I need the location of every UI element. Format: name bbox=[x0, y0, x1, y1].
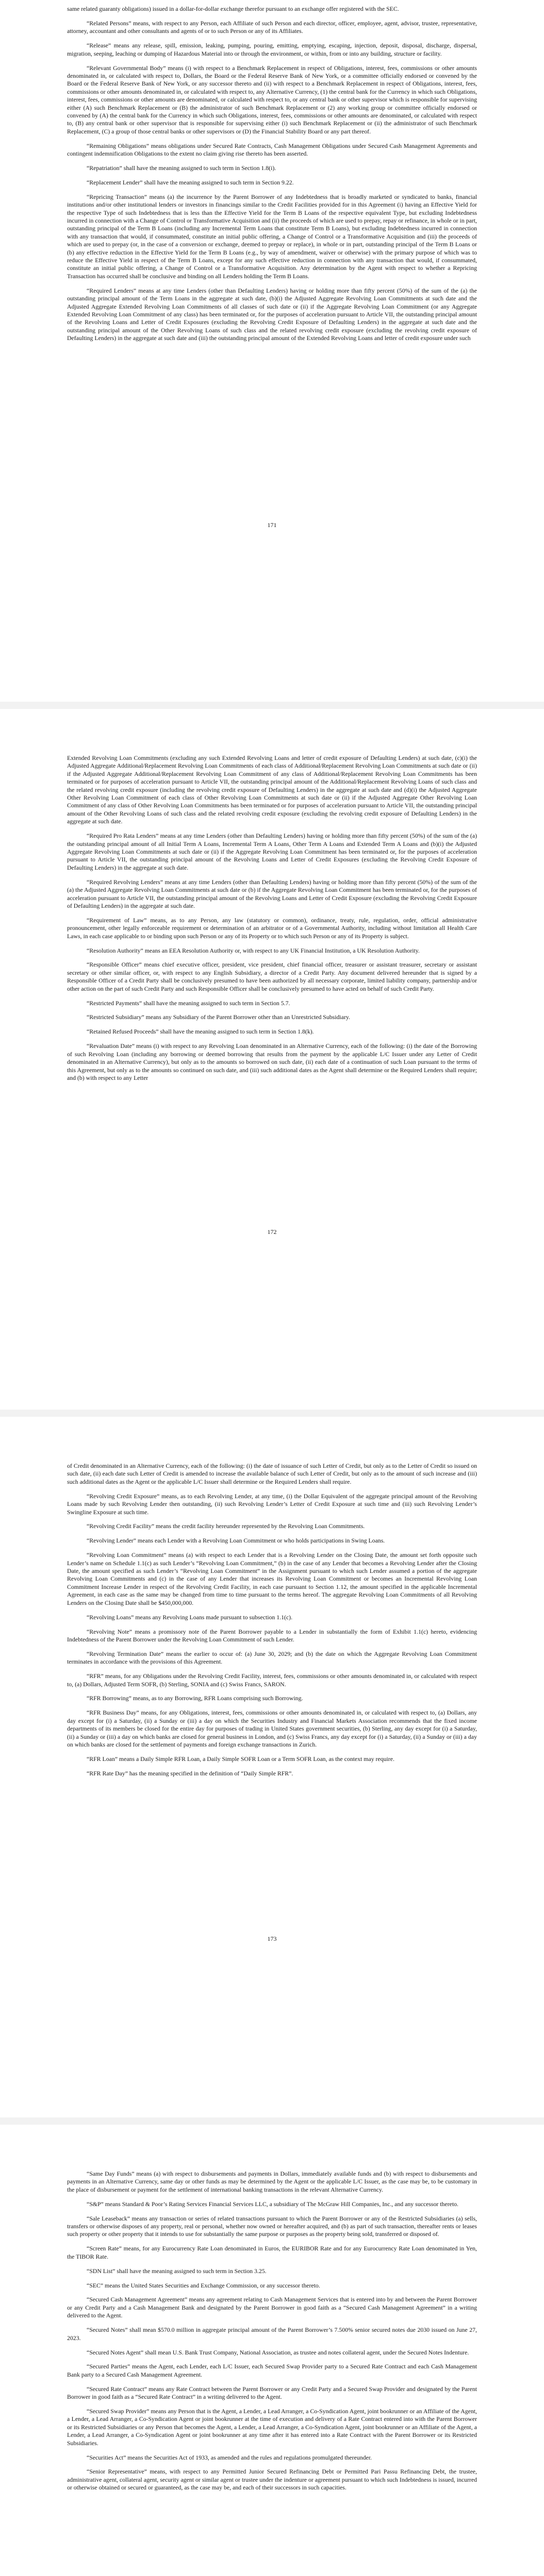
definition-paragraph: “Secured Swap Provider” means any Person that is the Agent, a Lender, a Lead Arranger, a Co-Syndication Agent, joint bookrunner or an Affiliate of the Agent, a Lender, a Lead Arranger, a Co-Syndication Agent or joint bookrunner at the time of execution and delivery of a Rate Contract entered into with the Parent Borrower or its Restricted Subsidiaries or any Person that becomes the Agent, a Lender, a Lead Arranger, a Co-Syndication Agent, joint bookrunner or an Affiliate of the Agent, a Lender, a Lead Arranger, a Co-Syndication Agent or joint bookrunner at any time after it has entered into a Rate Contract with the Parent Borrower or its Restricted Subsidiaries. bbox=[67, 2408, 477, 2447]
definition-paragraph: “Required Revolving Lenders” means at any time Lenders (other than Defaulting Lenders) having or holding more than fifty percent (50%) of the sum of the (a) the Adjusted Aggregate Revolving Loan Commitments at such date or (b) if the Aggregate Revolving Loan Commitment has been terminated or, for the purposes of acceleration pursuant to Article VII, the outstanding principal amount of the Revolving Loans and Letter of Credit Exposure (excluding the Revolving Credit Exposure of Defaulting Lenders) in the aggregate at such date. bbox=[67, 878, 477, 909]
page-body bbox=[67, 709, 477, 1082]
definition-paragraph: of Credit denominated in an Alternative Currency, each of the following: (i) the date of issuance of such Letter of Credit, but only as to the Letter of Credit so issued on such date, (ii) each date such Letter of Credit is amended to increase the available balance of such Letter of Credit, but only as to the amount of such increase and (iii) such additional dates as the Agent or the applicable L/C Issuer shall determine or the Required Lenders shall require. bbox=[67, 1462, 477, 1485]
definition-paragraph: “Secured Notes” shall mean $570.0 million in aggregate principal amount of the Parent Borrower’s 7.500% senior secured notes due 2030 issued on June 27, 2023. bbox=[67, 2326, 477, 2342]
definition-paragraph: “Replacement Lender” shall have the meaning assigned to such term in Section 9.22. bbox=[87, 178, 294, 186]
definition-paragraph: “RFR Business Day” means, for any Obligations, interest, fees, commissions or other amounts denominated in, or calculated with respect to, (a) Dollars, any day except for (i) a Saturday, (ii) a Sunday or (iii) a day on which the Securities Industry and Financial Markets Association recommends that the fixed income departments of its members be closed for the entire day for purposes of trading in United States government securities, (b) Sterling, any day except for (i) a Saturday, (ii) a Sunday or (iii) a day on which banks are closed for general business in London, and (c) Swiss Francs, any day except for (i) a Saturday, (ii) a Sunday or (iii) a day on which banks are closed for the settlement of payments and foreign exchange transactions in Zurich. bbox=[67, 1709, 477, 1748]
page-body bbox=[67, 0, 477, 343]
definition-paragraph: “Secured Parties” means the Agent, each Lender, each L/C Issuer, each Secured Swap Provider party to a Secured Rate Contract and each Cash Management Bank party to a Secured Cash Management Agreement. bbox=[67, 2363, 477, 2378]
definition-paragraph: “Required Pro Rata Lenders” means at any time Lenders (other than Defaulting Lenders) having or holding more than fifty percent (50%) of the sum of the (a) the outstanding principal amount of all Initial Term A Loans, Incremental Term A Loans, Other Term A Loans and Extended Term A Loans and (b)(i) the Adjusted Aggregate Revolving Loan Commitments at such date or (ii) if the Aggregate Revolving Loan Commitment has been terminated or, for the purposes of acceleration pursuant to Article VII, the outstanding principal amount of the Revolving Loans and Letter of Credit Exposures (excluding the Revolving Credit Exposure of Defaulting Lenders) in the aggregate at such date. bbox=[67, 832, 477, 871]
definition-paragraph: “Related Persons” means, with respect to any Person, each Affiliate of such Person and each director, officer, employee, agent, advisor, trustee, representative, attorney, accountant and other consultants and agents of or to such Person or any of its Affiliates. bbox=[67, 19, 477, 35]
definition-paragraph: same related guaranty obligations) issued in a dollar-for-dollar exchange therefor pursuant to an exchange offer registered with the SEC. bbox=[67, 5, 399, 12]
definition-paragraph: “Secured Notes Agent” shall mean U.S. Bank Trust Company, National Association, as trustee and notes collateral agent, under the Secured Notes Indenture. bbox=[87, 2348, 469, 2356]
definition-paragraph: “Revolving Note” means a promissory note of the Parent Borrower payable to a Lender in substantially the form of Exhibit 1.1(c) hereto, evidencing Indebtedness of the Parent Borrower under the Revolving Loan Commitment of such Lender. bbox=[67, 1628, 477, 1643]
definition-paragraph: “Resolution Authority” means an EEA Resolution Authority or, with respect to any UK Financial Institution, a UK Resolution Authority. bbox=[87, 946, 420, 954]
definition-paragraph: “Revolving Loan Commitment” means (a) with respect to each Lender that is a Revolving Lender on the Closing Date, the amount set forth opposite such Lender’s name on Schedule 1.1(c) as such Lender’s “Revolving Loan Commitment,” (b) in the case of any Lender that becomes a Revolving Lender after the Closing Date, the amount specified as such Lender’s “Revolving Loan Commitment” in the Assignment pursuant to which such Lender assumed a portion of the aggregate Revolving Loan Commitments and (c) in the case of any Lender that increases its Revolving Loan Commitment or becomes an Incremental Revolving Loan Commitment Increase Lender in respect of the Revolving Credit Facility, in each case pursuant to Section 1.12, the amount specified in the applicable Incremental Agreement, in each case as the same may be changed from time to time pursuant to the terms hereof. The aggregate Revolving Loan Commitments of all Revolving Lenders on the Closing Date shall be $450,000,000. bbox=[67, 1551, 477, 1606]
definition-paragraph: “Requirement of Law” means, as to any Person, any law (statutory or common), ordinance, treaty, rule, regulation, order, official administrative pronouncement, other legally enforceable requirement or determination of an arbitrator or of a Governmental Authority, including without limitation all Health Care Laws, in each case applicable to or binding upon such Person or any of its Property or to which such Person or any of its Property is subject. bbox=[67, 916, 477, 940]
definition-paragraph: “Retained Refused Proceeds” shall have the meaning assigned to such term in Section 1.8(k). bbox=[87, 1028, 314, 1036]
definition-paragraph: “Same Day Funds” means (a) with respect to disbursements and payments in Dollars, immediately available funds and (b) with respect to disbursements and payments in an Alternative Currency, same day or other funds as may be determined by the Agent or the applicable L/C Issuer, as the case may be, to be customary in the place of disbursement or payment for the settlement of international banking transactions in the relevant Alternative Currency. bbox=[67, 2170, 477, 2193]
definition-paragraph: “SEC” means the United States Securities and Exchange Commission, or any successor thereto. bbox=[87, 2281, 320, 2289]
document-page bbox=[0, 709, 544, 1410]
page-body bbox=[67, 2125, 477, 2492]
definition-paragraph: “Secured Cash Management Agreement” means any agreement relating to Cash Management Services that is entered into by and between the Parent Borrower or any Credit Party and a Cash Management Bank and designated by the Parent Borrower in good faith as a “Secured Cash Management Agreement” in a writing delivered to the Agent. bbox=[67, 2296, 477, 2319]
page-body bbox=[67, 1417, 477, 1777]
definition-paragraph: “Remaining Obligations” means obligations under Secured Rate Contracts, Cash Management Obligations under Secured Cash Management Agreements and contingent indemnification Obligations to the extent no claim giving rise thereto has been asserted. bbox=[67, 142, 477, 158]
definition-paragraph: “Secured Rate Contract” means any Rate Contract between the Parent Borrower or any Credit Party and a Secured Swap Provider and designated by the Parent Borrower in good faith as a “Secured Rate Contract” in a writing delivered to the Agent. bbox=[67, 2385, 477, 2401]
definition-paragraph: “Repricing Transaction” means (a) the incurrence by the Parent Borrower of any Indebtedness that is broadly marketed or syndicated to banks, financial institutions and/or other institutional lenders or investors in financings similar to the Credit Facilities provided for in this Agreement (i) having an Effective Yield for the respective Type of such Indebtedness that is less than the Effective Yield for the Term B Loans of the respective equivalent Type, but excluding Indebtedness incurred in connection with a Change of Control or Transformative Acquisition and (ii) the proceeds of which are used to prepay, repay or refinance, in whole or in part, outstanding principal of the Term B Loans (including any Incremental Term Loans that constitute Term B Loans), but excluding Indebtedness incurred in connection with any transaction that would, if consummated, constitute an initial public offering, a Change of Control or a Transformative Acquisition and (iii) the proceeds of which are used to prepay (or, in the case of a conversion or exchange, deemed to prepay or replace), in whole or in part, outstanding principal of the Term B Loans or (b) any effective reduction in the Effective Yield for the Term B Loans (e.g., by way of amendment, waiver or otherwise) with the primary purpose of which was to reduce the Effective Yield in respect of the Term B Loans, except for any such effective reduction in connection with any transaction that would, if consummated, constitute an initial public offering, a Change of Control or a Transformative Acquisition. Any determination by the Agent with respect to whether a Repricing Transaction has occurred shall be conclusive and binding on all Lenders holding the Term B Loans. bbox=[67, 193, 477, 280]
definition-paragraph: “Revaluation Date” means (i) with respect to any Revolving Loan denominated in an Alternative Currency, each of the following: (i) the date of the Borrowing of such Revolving Loan (including any borrowing or deemed borrowing that results from the payment by the applicable L/C Issuer under any Letter of Credit denominated in an Alternative Currency), but only as to the amounts so borrowed on such date, (ii) each date of a continuation of such Loan pursuant to the terms of this Agreement, but only as to the amounts so continued on such date, and (iii) such additional dates as the Agent shall determine or the Required Lenders shall require; and (b) with respect to any Letter bbox=[67, 1042, 477, 1081]
definition-paragraph: “Repatriation” shall have the meaning assigned to such term in Section 1.8(i). bbox=[87, 164, 276, 172]
document-page bbox=[0, 1417, 544, 2117]
definition-paragraph: “Relevant Governmental Body” means (i) with respect to a Benchmark Replacement in respect of Obligations, interest, fees, commissions or other amounts denominated in, or calculated with respect to, Dollars, the Board or the Federal Reserve Bank of New York, or a committee officially endorsed or convened by the Board or the Federal Reserve Bank of New York, or any successor thereto and (ii) with respect to a Benchmark Replacement in respect of Obligations, interest, fees, commissions or other amounts denominated in, or calculated with respect to, any Alternative Currency, (1) the central bank for the Currency in which such Obligations, interest, fees, commissions or other amounts are denominated, or calculated with respect to, or any central bank or other supervisor which is responsible for supervising either (A) such Benchmark Replacement or (B) the administrator of such Benchmark Replacement or (2) any working group or committee officially endorsed or convened by (A) the central bank for the Currency in which such Obligations, interest, fees, commissions or other amounts are denominated, or calculated with respect to, (B) any central bank or other supervisor that is responsible for supervising either (i) such Benchmark Replacement or (ii) the administrator of such Benchmark Replacement, (C) a group of those central banks or other supervisors or (D) the Financial Stability Board or any part thereof. bbox=[67, 64, 477, 135]
definition-paragraph: “Revolving Credit Facility” means the credit facility hereunder represented by the Revolving Loan Commitments. bbox=[87, 1522, 365, 1530]
definition-paragraph: “RFR Borrowing” means, as to any Borrowing, RFR Loans comprising such Borrowing. bbox=[87, 1694, 303, 1702]
definition-paragraph: “Responsible Officer” means chief executive officer, president, vice president, chief financial officer, treasurer or assistant treasurer, secretary or assistant secretary or other similar officer, or, with respect to any English Subsidiary, a director of a Credit Party. Any document delivered hereunder that is signed by a Responsible Officer of a Credit Party shall be conclusively presumed to have been authorized by all necessary corporate, limited liability company, partnership and/or other action on the part of such Credit Party and such Responsible Officer shall be conclusively presumed to have acted on behalf of such Credit Party. bbox=[67, 961, 477, 992]
definition-paragraph: Extended Revolving Loan Commitments (excluding any such Extended Revolving Loans and letter of credit exposure of Defaulting Lenders) at such date, (c)(i) the Adjusted Aggregate Additional/Replacement Revolving Loan Commitments of each class of Additional/Replacement Revolving Loan Commitments at such date or (ii) if the Adjusted Aggregate Additional/Replacement Revolving Loan Commitment of any class of Additional/Replacement Revolving Loan Commitments has been terminated or for purposes of acceleration pursuant to Article VII, the outstanding principal amount of the Additional/Replacement Revolving Loans of such class and the related revolving credit exposure (including the revolving credit exposure of Defaulting Lenders) in the aggregate at such date and (d)(i) the Adjusted Aggregate Other Revolving Loan Commitment of each class of Other Revolving Loan Commitments at such date or (ii) if the Adjusted Aggregate Other Revolving Loan Commitment of any class of Other Revolving Loan Commitments has been terminated or for purposes of acceleration pursuant to Article VII, the outstanding principal amount of the Other Revolving Loans of such class and the related revolving credit exposure (excluding the revolving credit exposure of Defaulting Lenders) in the aggregate at such date. bbox=[67, 754, 477, 825]
definition-paragraph: “RFR Loan” means a Daily Simple RFR Loan, a Daily Simple SOFR Loan or a Term SOFR Loan, as the context may require. bbox=[87, 1755, 394, 1762]
definition-paragraph: “Restricted Payments” shall have the meaning assigned to such term in Section 5.7. bbox=[87, 999, 290, 1007]
page-number: 171 bbox=[267, 521, 277, 529]
definition-paragraph: “Securities Act” means the Securities Act of 1933, as amended and the rules and regulations promulgated thereunder. bbox=[87, 2453, 372, 2461]
document-page bbox=[0, 2125, 544, 2576]
definition-paragraph: “Revolving Termination Date” means the earlier to occur of: (a) June 30, 2029; and (b) the date on which the Aggregate Revolving Loan Commitment terminates in accordance with the provisions of this Agreement. bbox=[67, 1650, 477, 1666]
page-number: 172 bbox=[267, 1228, 277, 1235]
definition-paragraph: “Senior Representative” means, with respect to any Permitted Junior Secured Refinancing Debt or Permitted Pari Passu Refinancing Debt, the trustee, administrative agent, collateral agent, security agent or similar agent or trustee under the indenture or agreement pursuant to which such Indebtedness is issued, incurred or otherwise obtained or secured or guaranteed, as the case may be, and each of their successors in such capacities. bbox=[67, 2468, 477, 2492]
document-page bbox=[0, 0, 544, 702]
definition-paragraph: “RFR Rate Day” has the meaning specified in the definition of “Daily Simple RFR”. bbox=[87, 1769, 293, 1777]
definition-paragraph: “Sale Leaseback” means any transaction or series of related transactions pursuant to which the Parent Borrower or any of the Restricted Subsidiaries (a) sells, transfers or otherwise disposes of any property, real or personal, whether now owned or hereafter acquired, and (b) as part of such transaction, thereafter rents or leases such property or other property that it intends to use for substantially the same purpose or purposes as the property being sold, transferred or disposed of. bbox=[67, 2214, 477, 2238]
definition-paragraph: “Screen Rate” means, for any Eurocurrency Rate Loan denominated in Euros, the EURIBOR Rate and for any Eurocurrency Rate Loan denominated in Yen, the TIBOR Rate. bbox=[67, 2245, 477, 2260]
definition-paragraph: “Release” means any release, spill, emission, leaking, pumping, pouring, emitting, emptying, escaping, injection, deposit, disposal, discharge, dispersal, migration, seeping, leaching or dumping of Hazardous Material into or through the environment, or within, from or into any building, structure or facility. bbox=[67, 42, 477, 57]
definition-paragraph: “Required Lenders” means at any time Lenders (other than Defaulting Lenders) having or holding more than fifty percent (50%) of the sum of the (a) the outstanding principal amount of the Term Loans in the aggregate at such date, (b)(i) the Adjusted Aggregate Revolving Loan Commitments at such date and the Adjusted Aggregate Extended Revolving Loan Commitments of all classes of such date or (ii) if the Aggregate Revolving Loan Commitment (or any Aggregate Extended Revolving Loan Commitment of any class) has been terminated or, for the purposes of acceleration pursuant to Article VII, the outstanding principal amount of the Revolving Loans and Letter of Credit Exposures (excluding the Revolving Credit Exposure of Defaulting Lenders) in the aggregate at such date and the outstanding principal amount of the Other Revolving Loans of such class and the related revolving credit exposure (excluding the revolving credit exposure of Defaulting Lenders) in the aggregate at such date and (iii) the outstanding principal amount of the Extended Revolving Loans and letter of credit exposure under such bbox=[67, 286, 477, 342]
definition-paragraph: “Revolving Lender” means each Lender with a Revolving Loan Commitment or who holds participations in Swing Loans. bbox=[87, 1537, 385, 1545]
definition-paragraph: “RFR” means, for any Obligations under the Revolving Credit Facility, interest, fees, commissions or other amounts denominated in, or calculated with respect to, (a) Dollars, Adjusted Term SOFR, (b) Sterling, SONIA and (c) Swiss Francs, SARON. bbox=[67, 1672, 477, 1688]
definition-paragraph: “Revolving Credit Exposure” means, as to each Revolving Lender, at any time, (i) the Dollar Equivalent of the aggregate principal amount of the Revolving Loans made by such Revolving Lender then outstanding, (ii) such Revolving Lender’s Letter of Credit Exposure at such time and (iii) such Revolving Lender’s Swingline Exposure at such time. bbox=[67, 1492, 477, 1516]
page-number: 173 bbox=[267, 1935, 277, 1942]
definition-paragraph: “Revolving Loans” means any Revolving Loans made pursuant to subsection 1.1(c). bbox=[87, 1613, 293, 1621]
definition-paragraph: “Restricted Subsidiary” means any Subsidiary of the Parent Borrower other than an Unrestricted Subsidiary. bbox=[87, 1013, 350, 1021]
definition-paragraph: “SDN List” shall have the meaning assigned to such term in Section 3.25. bbox=[87, 2267, 267, 2275]
definition-paragraph: “S&P” means Standard & Poor’s Rating Services Financial Services LLC, a subsidiary of The McGraw Hill Companies, Inc., and any successor thereto. bbox=[87, 2200, 458, 2208]
